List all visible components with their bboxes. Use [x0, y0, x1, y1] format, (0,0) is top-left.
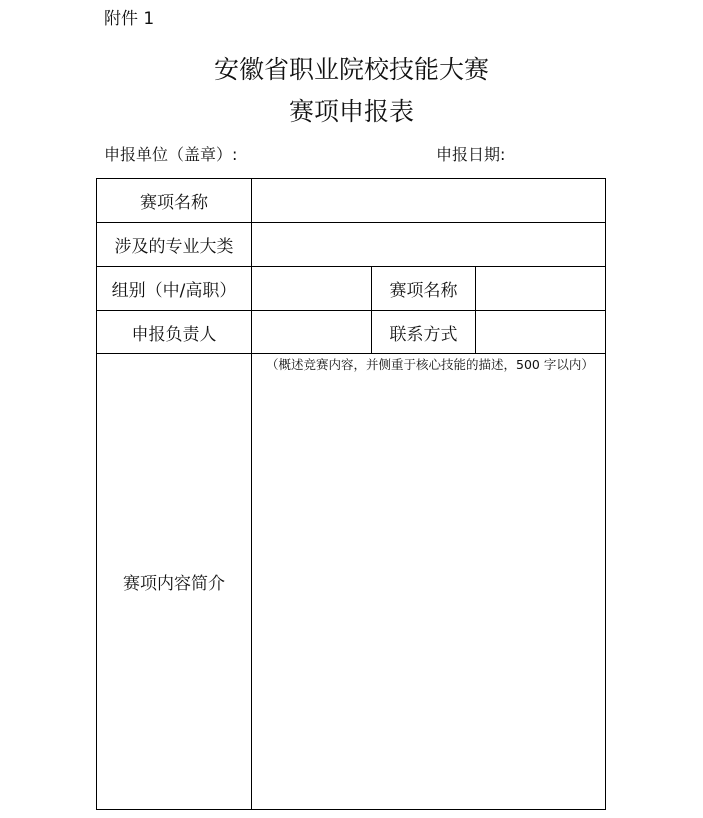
table-row	[97, 311, 606, 354]
event-name-field-2[interactable]	[476, 267, 606, 311]
table-row	[97, 267, 606, 311]
group-field[interactable]	[252, 267, 372, 311]
event-name-label-2: 赛项名称	[372, 267, 476, 311]
document-title: 安徽省职业院校技能大赛	[213, 55, 489, 84]
document-subtitle: 赛项申报表	[288, 97, 414, 126]
person-in-charge-label: 申报负责人	[97, 311, 252, 354]
application-form-table	[96, 178, 606, 810]
event-name-field[interactable]	[252, 179, 606, 223]
event-description-field[interactable]	[252, 354, 606, 810]
person-in-charge-field[interactable]	[252, 311, 372, 354]
attachment-label: 附件 1	[104, 9, 155, 29]
event-description-label: 赛项内容简介	[97, 354, 252, 810]
table-row	[97, 179, 606, 223]
contact-field[interactable]	[476, 311, 606, 354]
table-row	[97, 354, 606, 810]
group-label: 组别（中/高职）	[97, 267, 252, 311]
application-date-label: 申报日期:	[436, 145, 506, 164]
table-row	[97, 223, 606, 267]
major-category-label: 涉及的专业大类	[97, 223, 252, 267]
major-category-field[interactable]	[252, 223, 606, 267]
event-description-hint: （概述竞赛内容，并侧重于核心技能的描述，500 字以内）	[266, 357, 594, 372]
applicant-unit-label: 申报单位（盖章）:	[104, 145, 238, 164]
event-name-label: 赛项名称	[97, 179, 252, 223]
contact-label: 联系方式	[372, 311, 476, 354]
